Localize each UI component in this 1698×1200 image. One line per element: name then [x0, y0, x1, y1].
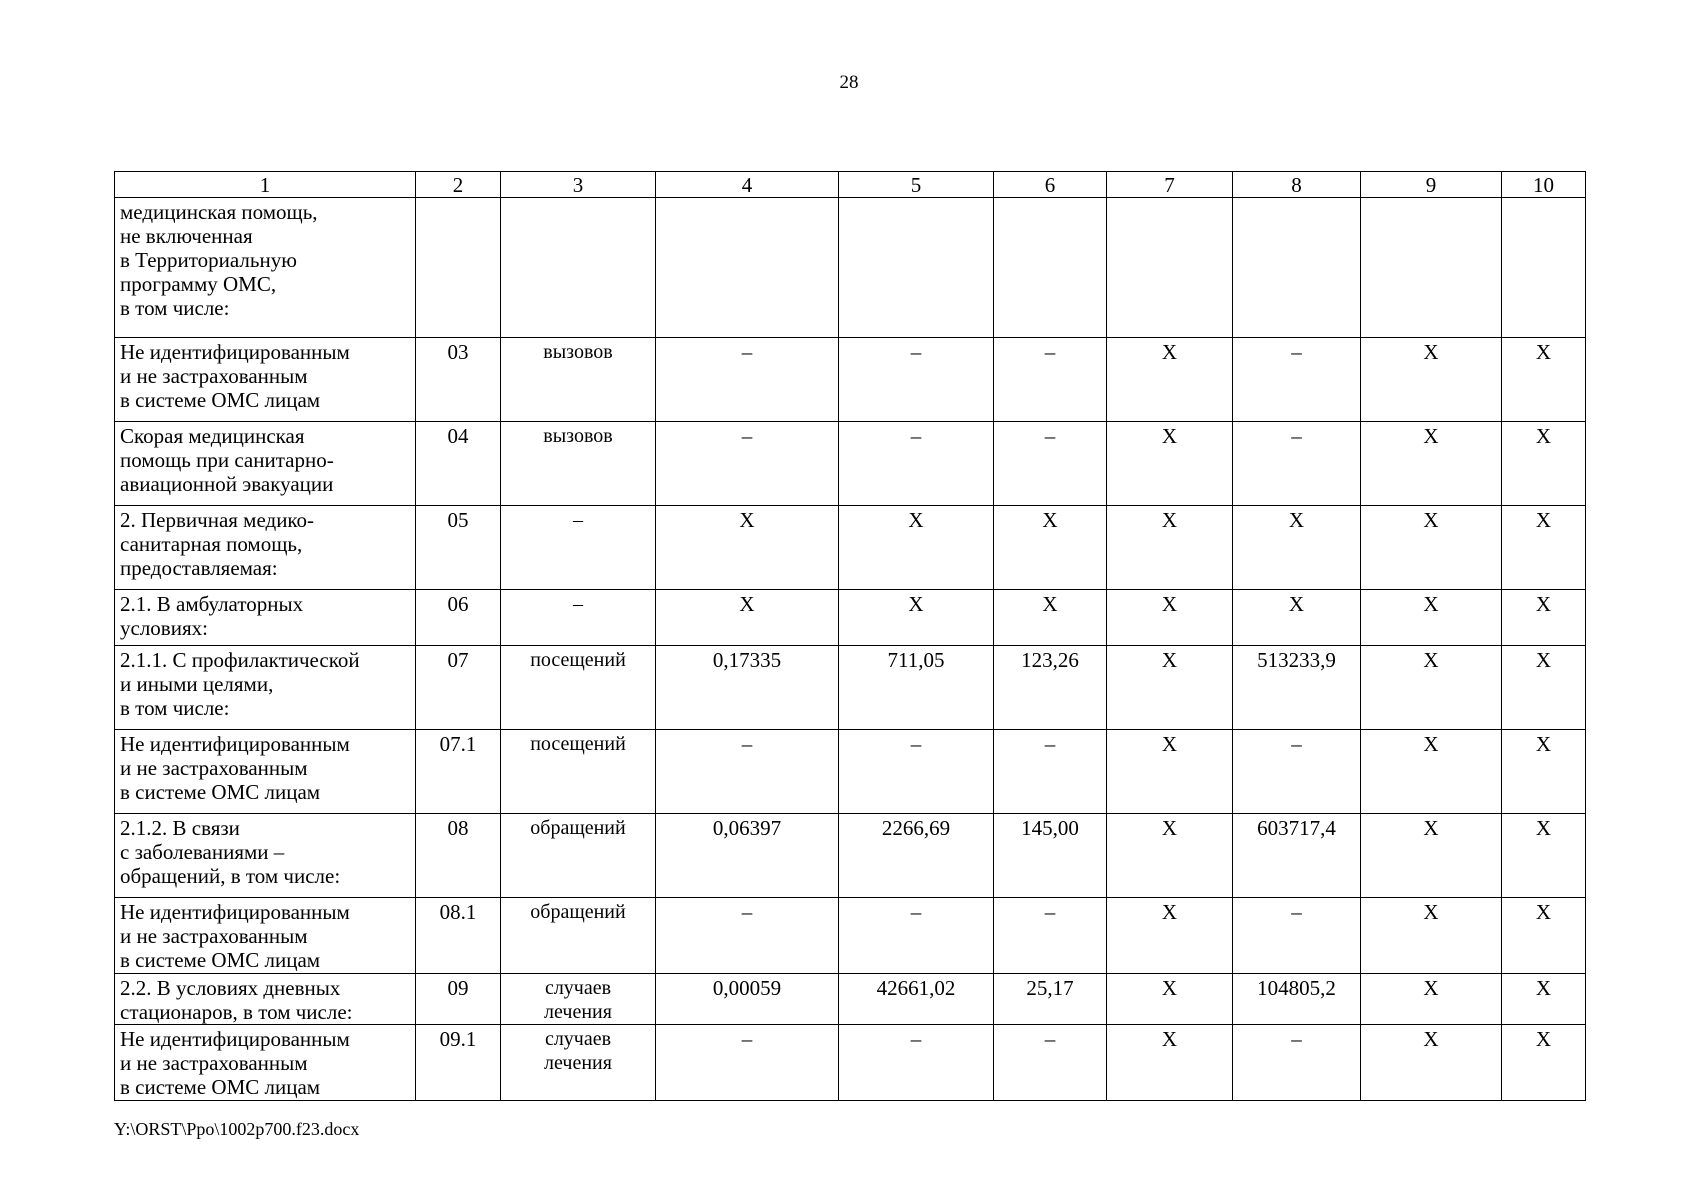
table-cell: X — [1502, 646, 1586, 730]
table-cell: X — [1361, 898, 1502, 974]
column-header: 5 — [839, 172, 994, 198]
table-cell: X — [1502, 898, 1586, 974]
table-cell: X — [1361, 814, 1502, 898]
table-cell: X — [839, 590, 994, 646]
table-header — [115, 172, 1586, 198]
row-label-cell: 2.1.1. С профилактической и иными целями, в том числе: — [115, 646, 416, 730]
table-cell — [994, 198, 1107, 338]
table-cell: – — [994, 898, 1107, 974]
table-body — [115, 198, 1586, 1101]
table-cell: обращений — [501, 814, 656, 898]
table-cell: X — [1107, 646, 1233, 730]
table-cell: X — [1361, 730, 1502, 814]
table-cell: X — [1361, 1025, 1502, 1101]
table-cell: – — [501, 506, 656, 590]
table-row — [115, 506, 1586, 590]
table-cell: X — [1361, 646, 1502, 730]
table-cell — [1233, 198, 1361, 338]
column-header: 3 — [501, 172, 656, 198]
table-cell: – — [839, 730, 994, 814]
table-cell: X — [656, 590, 839, 646]
table-cell — [1107, 198, 1233, 338]
column-header: 2 — [416, 172, 501, 198]
table-cell: X — [1233, 590, 1361, 646]
table-cell: случаев лечения — [501, 974, 656, 1025]
footer-file-path: Y:\ORST\Ppo\1002p700.f23.docx — [114, 1119, 360, 1139]
table-cell: 145,00 — [994, 814, 1107, 898]
table-cell: X — [1107, 814, 1233, 898]
table-cell: 25,17 — [994, 974, 1107, 1025]
table-cell — [1361, 198, 1502, 338]
column-header: 6 — [994, 172, 1107, 198]
table-cell: 513233,9 — [1233, 646, 1361, 730]
table-cell — [656, 198, 839, 338]
table-cell: X — [994, 506, 1107, 590]
column-header: 10 — [1502, 172, 1586, 198]
table-row — [115, 422, 1586, 506]
table-cell: 08.1 — [416, 898, 501, 974]
column-header: 4 — [656, 172, 839, 198]
table-cell: – — [994, 1025, 1107, 1101]
table-row — [115, 1025, 1586, 1101]
table-cell: – — [994, 422, 1107, 506]
table-cell — [839, 198, 994, 338]
table-cell: – — [839, 422, 994, 506]
table-cell: X — [1502, 814, 1586, 898]
table-cell: 06 — [416, 590, 501, 646]
table-cell: 0,17335 — [656, 646, 839, 730]
table-cell: X — [839, 506, 994, 590]
table-cell: X — [1502, 974, 1586, 1025]
row-label-cell: Не идентифицированным и не застрахованным в системе ОМС лицам — [115, 338, 416, 422]
table-cell: 09 — [416, 974, 501, 1025]
table-cell: – — [839, 898, 994, 974]
table-cell: X — [1361, 590, 1502, 646]
table-cell: X — [1502, 338, 1586, 422]
table-row — [115, 338, 1586, 422]
table-cell: 04 — [416, 422, 501, 506]
column-header: 8 — [1233, 172, 1361, 198]
table-cell: X — [1361, 506, 1502, 590]
table-cell: X — [1107, 338, 1233, 422]
table-cell: – — [1233, 1025, 1361, 1101]
table-cell: X — [656, 506, 839, 590]
row-label-cell: Не идентифицированным и не застрахованным в системе ОМС лицам — [115, 1025, 416, 1101]
table-cell: – — [839, 338, 994, 422]
table-cell: 05 — [416, 506, 501, 590]
table-cell: 603717,4 — [1233, 814, 1361, 898]
table-cell: 03 — [416, 338, 501, 422]
table-row — [115, 898, 1586, 974]
table-cell: – — [1233, 898, 1361, 974]
table-cell: 0,06397 — [656, 814, 839, 898]
table-cell: – — [1233, 338, 1361, 422]
table-cell: X — [1361, 422, 1502, 506]
table-cell: – — [656, 730, 839, 814]
table-cell: X — [1502, 506, 1586, 590]
table-cell: 42661,02 — [839, 974, 994, 1025]
table-cell: X — [1107, 506, 1233, 590]
table-cell: 07.1 — [416, 730, 501, 814]
row-label-cell: медицинская помощь, не включенная в Территориальную программу ОМС, в том числе: — [115, 198, 416, 338]
table-row — [115, 730, 1586, 814]
table-cell: – — [1233, 730, 1361, 814]
table-cell: вызовов — [501, 338, 656, 422]
table-cell: 08 — [416, 814, 501, 898]
table-cell: X — [1107, 974, 1233, 1025]
table-cell: – — [994, 730, 1107, 814]
table-cell: X — [1361, 974, 1502, 1025]
table-cell: 0,00059 — [656, 974, 839, 1025]
table-cell: 07 — [416, 646, 501, 730]
table-cell: X — [1107, 730, 1233, 814]
table-cell: X — [1502, 730, 1586, 814]
table-cell — [416, 198, 501, 338]
table-cell: 09.1 — [416, 1025, 501, 1101]
table-cell: 2266,69 — [839, 814, 994, 898]
row-label-cell: 2.1. В амбулаторных условиях: — [115, 590, 416, 646]
table-row — [115, 590, 1586, 646]
table-cell: обращений — [501, 898, 656, 974]
page-number: 28 — [839, 72, 859, 93]
table-cell: X — [1361, 338, 1502, 422]
row-label-cell: Не идентифицированным и не застрахованным в системе ОМС лицам — [115, 730, 416, 814]
column-header: 7 — [1107, 172, 1233, 198]
table-cell: X — [1233, 506, 1361, 590]
table-row — [115, 814, 1586, 898]
row-label-cell: 2.1.2. В связи с заболеваниями – обращений, в том числе: — [115, 814, 416, 898]
column-header: 1 — [115, 172, 416, 198]
table-cell — [501, 198, 656, 338]
table-cell: X — [1502, 1025, 1586, 1101]
table-cell: 104805,2 — [1233, 974, 1361, 1025]
table-cell: X — [1107, 898, 1233, 974]
table-cell: – — [656, 1025, 839, 1101]
table-row — [115, 646, 1586, 730]
table-cell: X — [994, 590, 1107, 646]
table-cell: X — [1107, 422, 1233, 506]
table-cell: X — [1502, 422, 1586, 506]
column-header: 9 — [1361, 172, 1502, 198]
data-table — [114, 171, 1586, 1101]
header-row — [115, 172, 1586, 198]
row-label-cell: 2. Первичная медико- санитарная помощь, предоставляемая: — [115, 506, 416, 590]
table-cell: – — [656, 422, 839, 506]
table-cell: X — [1107, 590, 1233, 646]
table-cell: вызовов — [501, 422, 656, 506]
table-cell — [1502, 198, 1586, 338]
row-label-cell: Скорая медицинская помощь при санитарно- авиационной эвакуации — [115, 422, 416, 506]
table-cell: случаев лечения — [501, 1025, 656, 1101]
table-cell: 123,26 — [994, 646, 1107, 730]
table-cell: X — [1502, 590, 1586, 646]
row-label-cell: 2.2. В условиях дневных стационаров, в том числе: — [115, 974, 416, 1025]
table-row — [115, 974, 1586, 1025]
table-cell: – — [501, 590, 656, 646]
table-cell: – — [656, 898, 839, 974]
table-cell: – — [1233, 422, 1361, 506]
table-cell: 711,05 — [839, 646, 994, 730]
table-cell: – — [994, 338, 1107, 422]
table-cell: X — [1107, 1025, 1233, 1101]
table-cell: – — [839, 1025, 994, 1101]
table-cell: – — [656, 338, 839, 422]
table-cell: посещений — [501, 646, 656, 730]
row-label-cell: Не идентифицированным и не застрахованным в системе ОМС лицам — [115, 898, 416, 974]
table-cell: посещений — [501, 730, 656, 814]
table-row — [115, 198, 1586, 338]
